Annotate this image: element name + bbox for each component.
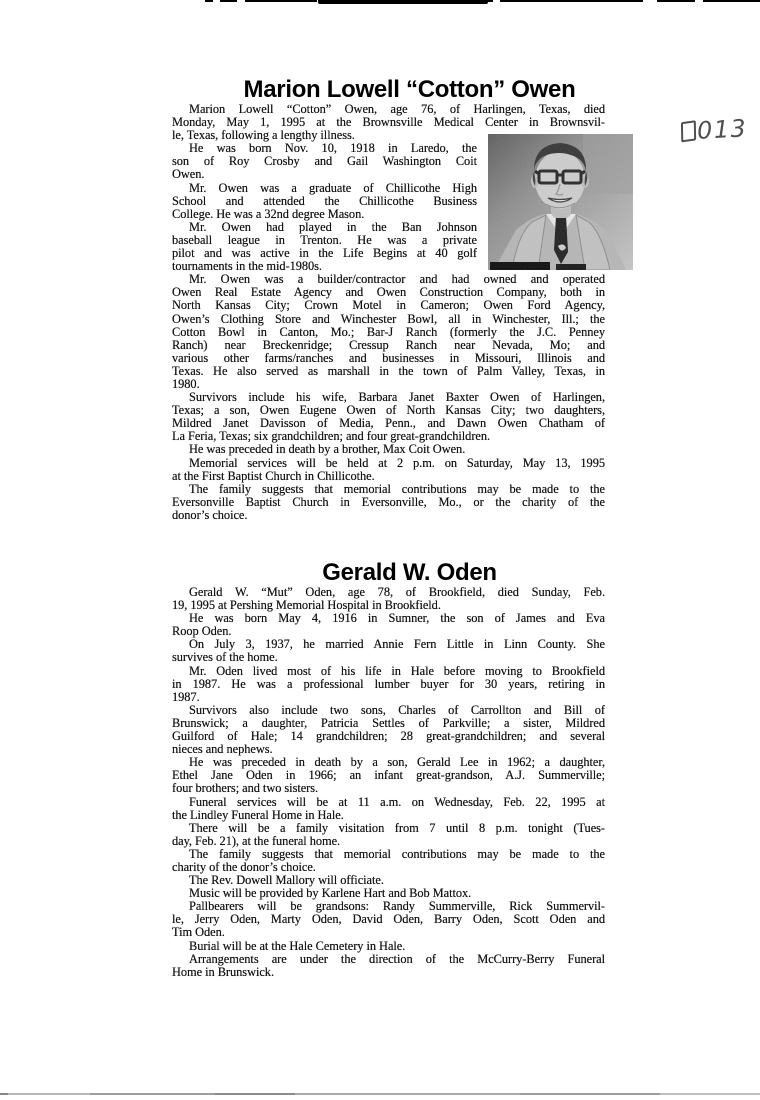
text-line: at the First Baptist Church in Chillicothe. (172, 468, 375, 483)
paragraph (172, 483, 605, 522)
text-line: Cotton Bowl in Canton, Mo.; Bar-J Ranch (formerly the J.C. Penney (172, 324, 605, 339)
text-line: Guilford of Hale; 14 grandchildren; 28 great-grandchildren; and several (172, 729, 605, 744)
text-line: baseball league in Trenton. He was a private (172, 232, 477, 247)
text-line: Ranch) near Breckenridge; Cressup Ranch near Nevada, Mo; and (172, 337, 605, 352)
text-line: Marion Lowell “Cotton” Owen, age 76, of Harlingen, Texas, died (189, 102, 605, 116)
text-line: Eversonville Baptist Church in Eversonville, Mo., or the charity of the (172, 494, 605, 509)
text-line: Gerald W. “Mut” Oden, age 78, of Brookfield, died Sunday, Feb. (189, 585, 605, 599)
paragraph (172, 848, 605, 874)
obituary-title-oden: Gerald W. Oden (322, 559, 497, 586)
obituary-oden (172, 560, 605, 979)
text-line: Memorial services will be held at 2 p.m. on Saturday, May 13, 1995 (189, 455, 605, 470)
text-line: nieces and nephews. (172, 742, 273, 757)
text-line: charity of the donor’s choice. (172, 859, 316, 874)
text-line: The family suggests that memorial contributions may be made to the (189, 846, 605, 861)
text-line: Texas; a son, Owen Eugene Owen of North Kansas City; two daughters, (172, 403, 605, 418)
handwritten-box-mark-icon (681, 120, 696, 142)
text-line: There will be a family visitation from 7 until 8 p.m. tonight (Tues- (189, 820, 605, 835)
paragraph (172, 273, 605, 391)
text-line: in 1987. He was a professional lumber buyer for 30 years, retiring in (172, 676, 605, 691)
text-line: le, Texas, following a lengthy illness. (172, 128, 355, 143)
text-line: He was preceded in death by a son, Gerald Lee in 1962; a daughter, (189, 755, 605, 770)
text-line: Owen’s Clothing Store and Winchester Bowl, all in Winchester, Ill.; the (172, 311, 605, 326)
text-line: the Lindley Funeral Home in Hale. (172, 807, 344, 822)
text-line: Mr. Owen was a builder/contractor and had owned and operated (189, 272, 605, 287)
paragraph (172, 900, 605, 939)
text-line: le, Jerry Oden, Marty Oden, David Oden, Barry Oden, Scott Oden and (172, 912, 605, 927)
text-line: Survivors include his wife, Barbara Janet Baxter Owen of Harlingen, (189, 390, 605, 405)
paragraph (172, 586, 605, 612)
text-line: Mildred Janet Davisson of Media, Penn., and Dawn Owen Chatham of (172, 416, 605, 431)
man-portrait-illustration (488, 134, 633, 270)
text-line: He was born May 4, 1916 in Sumner, the son of James and Eva (189, 611, 605, 626)
obituary-title-owen: Marion Lowell “Cotton” Owen (243, 76, 576, 103)
text-line: Burial will be at the Hale Cemetery in Hale. (189, 938, 406, 953)
text-line: son of Roy Crosby and Gail Washington Coit (172, 154, 477, 169)
obituary-column (172, 77, 605, 979)
text-line: Mr. Owen had played in the Ban Johnson (189, 219, 477, 234)
text-line: donor’s choice. (172, 507, 248, 522)
paragraph (172, 756, 605, 795)
paragraph (172, 612, 605, 638)
text-line: Brunswick; a daughter, Patricia Settles of Parkville; a sister, Mildred (172, 715, 605, 730)
text-line: survives of the home. (172, 650, 278, 665)
text-line: The Rev. Dowell Mallory will officiate. (189, 873, 384, 888)
text-line: He was preceded in death by a brother, Max Coit Owen. (189, 442, 466, 457)
text-line: Music will be provided by Karlene Hart and Bob Mattox. (189, 886, 472, 901)
text-line: Mr. Oden lived most of his life in Hale before moving to Brookfield (189, 663, 605, 678)
scan-artifact-top-blot (318, 0, 488, 4)
text-line: Mr. Owen was a graduate of Chillicothe High (189, 180, 477, 195)
text-line: 1987. (172, 689, 200, 704)
handwritten-annotation (680, 114, 748, 145)
text-line: On July 3, 1937, he married Annie Fern Little in Linn County. She (189, 637, 605, 652)
paragraph (172, 665, 605, 704)
text-line: Roop Oden. (172, 624, 232, 639)
text-line: various other farms/ranches and businesses in Missouri, Illinois and (172, 350, 605, 365)
text-line: 19, 1995 at Pershing Memorial Hospital in Brookfield. (172, 598, 441, 613)
paragraph (172, 391, 605, 443)
text-line: College. He was a 32nd degree Mason. (172, 206, 365, 221)
text-line: Survivors also include two sons, Charles of Carrollton and Bill of (189, 702, 605, 717)
text-line: Owen. (172, 167, 205, 182)
paragraph (172, 953, 605, 979)
handwritten-number: 013 (696, 114, 748, 145)
text-line: Texas. He also served as marshall in the town of Palm Valley, Texas, in (172, 363, 605, 378)
text-line: pilot and was active in the Life Begins at 40 golf (172, 246, 477, 261)
text-line: day, Feb. 21), at the funeral home. (172, 833, 341, 848)
portrait-photo-owen (488, 134, 633, 270)
text-line: School and attended the Chillicothe Business (172, 193, 477, 208)
paragraph (172, 704, 605, 756)
obituary-owen (172, 77, 605, 522)
text-line: He was born Nov. 10, 1918 in Laredo, the (189, 141, 477, 156)
paragraph (172, 443, 605, 456)
text-line: Funeral services will be at 11 a.m. on Wednesday, Feb. 22, 1995 at (189, 794, 605, 809)
paragraph (172, 822, 605, 848)
text-line: Arrangements are under the direction of the McCurry-Berry Funeral (189, 951, 605, 966)
text-line: Monday, May 1, 1995 at the Brownsville Medical Center in Brownsvil- (172, 115, 605, 130)
text-line: Home in Brunswick. (172, 964, 275, 979)
text-line: North Kansas City; Crown Motel in Cameron; Owen Ford Agency, (172, 298, 605, 313)
text-line: Ethel Jane Oden in 1966; an infant great-grandson, A.J. Summerville; (172, 768, 605, 783)
paragraph (172, 940, 605, 953)
text-line: Tim Oden. (172, 925, 225, 940)
paragraph (172, 638, 605, 664)
text-line: La Feria, Texas; six grandchildren; and four great-grandchildren. (172, 429, 491, 444)
text-line: four brothers; and two sisters. (172, 781, 319, 796)
text-line: tournaments in the mid-1980s. (172, 259, 322, 274)
paragraph (172, 796, 605, 822)
text-line: Pallbearers will be grandsons: Randy Summerville, Rick Summervil- (189, 899, 605, 914)
scan-artifact-bottom-line (0, 1093, 760, 1095)
text-line: The family suggests that memorial contributions may be made to the (189, 481, 605, 496)
text-line: 1980. (172, 376, 200, 391)
text-line: Owen Real Estate Agency and Owen Construction Company, both in (172, 285, 605, 300)
paragraph (172, 457, 605, 483)
